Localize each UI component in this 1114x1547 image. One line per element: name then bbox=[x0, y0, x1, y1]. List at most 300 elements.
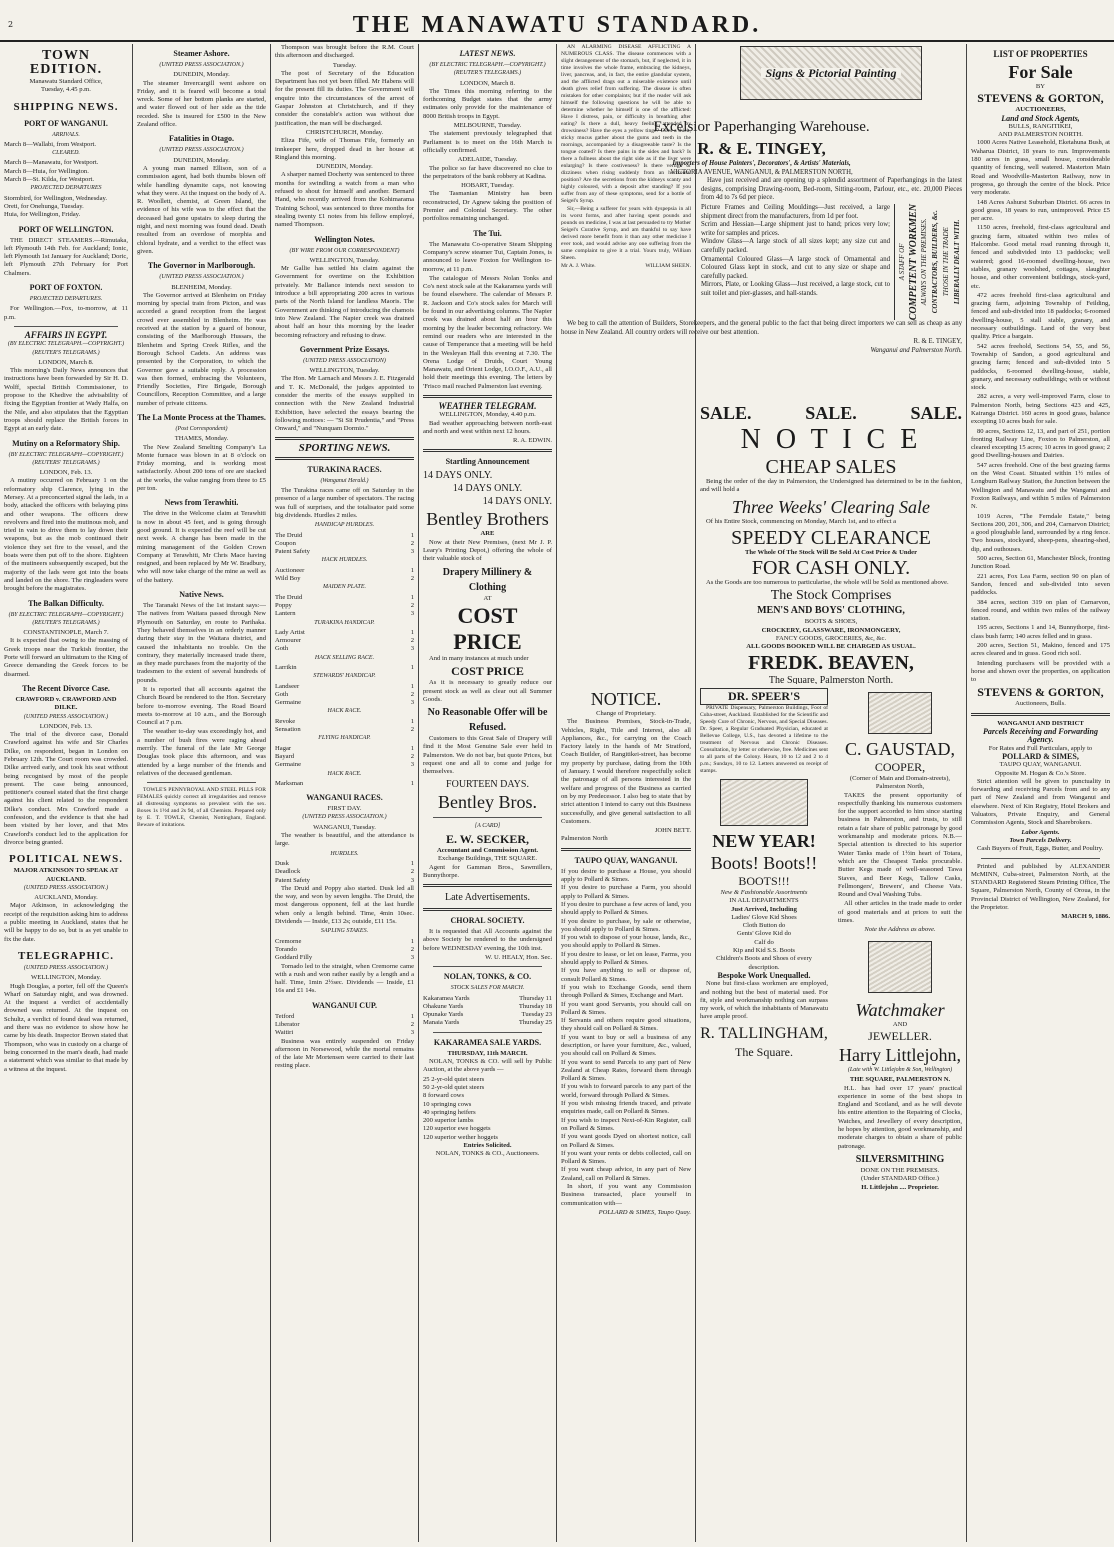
choral-text: It is requested that All Accounts against the above Society be rendered to the undersigned before WEDNESDAY evening, the 10th inst. bbox=[423, 928, 552, 952]
property-item: 148 Acres Ashurst Suburban District. 66 acres in good grass, 18 years to run, unimproved. Price £5 per acre. bbox=[971, 198, 1110, 223]
notice2-sub: Change of Proprietary. bbox=[596, 710, 656, 717]
stock-item: 120 superior wether hoggets bbox=[423, 1133, 498, 1141]
bentley-goods: Drapery Millinery & Clothing bbox=[442, 566, 533, 593]
ashore-heading: Steamer Ashore. bbox=[173, 49, 230, 58]
taupo-item: If you desire to purchase a House, you should apply to Pollard & Simes. bbox=[561, 867, 691, 884]
race-result: Lady Artist 1 bbox=[275, 628, 414, 636]
christchurch-text: Eliza Fife, wife of Thomas Fife, formerly an innkeeper here, dropped dead in her house at Ringland this morning. bbox=[275, 137, 414, 161]
fatalities-date: DUNEDIN, Monday. bbox=[173, 156, 230, 164]
hobart-text: The Tasmanian Ministry has been reconstructed, Dr Agnew taking the position of Premier and Colonial Secretary. The other portfolios remaining unchanged. bbox=[423, 190, 552, 223]
cleared-item: March 8—Huia, for Wellington. bbox=[4, 167, 89, 175]
stevens-sign-2: Auctioneers, Bulls. bbox=[1015, 700, 1066, 708]
column-8 bbox=[967, 44, 1114, 1542]
race-heading: STEWARDS' HANDICAP. bbox=[313, 673, 376, 680]
weather-date: WELLINGTON, Monday, 4.40 p.m. bbox=[439, 411, 536, 419]
lamonte-text: The New Zealand Smelting Company's La Monte furnace was blown in at 8 o'clock on Friday morning, and is working most satisfactorily. About 200 tons of ore are stacked at the works, the value ranging from three to £5 per ton. bbox=[137, 443, 266, 493]
tingey-text: Have just received and are opening up a splendid assortment of Paperhangings in the latest designs, comprising Drawing-room, Bed-room, Sitting-room, Parlour, etc., etc. 20,000 Pieces from 4d to 7s 6d per piece. bbox=[701, 177, 962, 202]
taupo-item: If you wish to dispose of your house, lands, &c., you should apply to Pollard & Simes. bbox=[561, 934, 691, 950]
projected-item: Huia, for Wellington, Friday. bbox=[4, 211, 81, 219]
taupo-item: If you wish to inspect Next-of-Kin Register, call on Pollard & Simes. bbox=[561, 1116, 691, 1132]
stock-item: 10 springing cows bbox=[423, 1100, 472, 1108]
sale-word: SALE. bbox=[910, 403, 962, 423]
race-heading: HACK RACE. bbox=[327, 708, 362, 715]
race-result: Landseer 1 bbox=[275, 682, 414, 690]
race-result: Lantern 3 bbox=[275, 610, 414, 618]
nolan-heading: NOLAN, TONKS, & CO. bbox=[443, 972, 532, 982]
cheap-sales: CHEAP SALES bbox=[765, 456, 897, 478]
tingey-item: Scrim and Hessian—Large shipment just to hand; prices very low; write for samples and prices. bbox=[701, 221, 890, 237]
dunedin-text: A sharper named Docherty was sentenced to three months for swindling a watch from a man who refused to shout for himself and another. Bernard Hand, who recently arrived from the Kohimarama Training School, was sentenced to three months for stealing twenty £1 notes from his fellow employé, named Thompson. bbox=[275, 171, 414, 229]
taupo-item: If you wish to Exchange Goods, send them through Pollard & Simes, Exchange and Mart. bbox=[561, 983, 691, 1000]
port-wanganui: PORT OF WANGANUI. bbox=[24, 118, 108, 128]
column-4 bbox=[419, 44, 556, 1542]
race-result: The Druid 1 bbox=[275, 531, 414, 539]
ashore-sub: (UNITED PRESS ASSOCIATION.) bbox=[159, 62, 244, 68]
race-result: Hagar 1 bbox=[275, 744, 414, 752]
melbourne-date: MELBOURNE, Tuesday. bbox=[453, 122, 522, 130]
race-result: Cremorne 1 bbox=[275, 937, 414, 945]
race-heading: HANDICAP HURDLES. bbox=[314, 522, 375, 529]
cleared-item: March 8—Manawatu, for Westport. bbox=[4, 159, 99, 167]
boot-item: Children's Boots and Shoes of every description. bbox=[716, 955, 812, 971]
lamonte-date: THAMES, Monday. bbox=[174, 435, 229, 443]
bentley-text-2: And in many instances at much under bbox=[429, 654, 529, 662]
port-foxton: PORT OF FOXTON. bbox=[29, 283, 103, 293]
race-result: Tetford 1 bbox=[275, 1012, 414, 1020]
beaven-name: FREDK. BEAVEN, bbox=[748, 651, 914, 674]
property-item: 1000 Acres Native Leasehold, Eketahuna Bush, at Waharua District, 18 years to run. Improvements 180 acres in grass, small house, considerable quantity of fencing, well watered. Masterton Main Road and Woodville-Masterton Railway, now in progress, go through the centre of the block. Price very moderate. bbox=[971, 139, 1110, 197]
divorce-sub: (UNITED PRESS ASSOCIATION.) bbox=[23, 713, 109, 720]
taupo-item: If you want to buy or sell a business of any description, or have your furniture, &c., valued, you should call on Pollard & Simes. bbox=[561, 1033, 691, 1058]
speer-text: PRIVATE Dispensary, Palmerston Buildings, Foot of Cuba-street, Auckland. Established for the Scientific and Speedy Cure of Chronic, Nervous, and Special Diseases. Dr. Speer, a Regular Graduated Physician, educated at Bellevue College, U.S., has devoted a lifetime to the treatment of Nervous and Chronic Diseases. Consultation, by letter or otherwise, free. Medicines sent to all parts of the Colony. Hours, 10 to 12 and 2 to 4 p.m.; Sundays, 10 to 12. Letters answered on receipt of stamps. bbox=[700, 705, 828, 774]
for-sale: For Sale bbox=[1008, 62, 1073, 82]
tingey-close: We beg to call the attention of Builders, Storekeepers, and the general public to the fact that being direct importers we can sell as cheap as any house in New Zealand. All country orders will receive our best attention. bbox=[561, 320, 962, 336]
native-text: The Taranaki News of the 1st instant says:—The natives from Waitara passed through New Plymouth on Saturday, en route to Parihaka. They behaved themselves in an orderly manner during their stay in the Waitara district, and caused the inhabitants no trouble. On the contrary, they materially increased trade there, as they made purchases from the majority of the tradesmen to the extent of several hundreds of pounds. bbox=[137, 602, 266, 684]
race-heading: HACK RACE. bbox=[327, 770, 362, 777]
property-item: 1019 Acres, "The Ferndale Estate," being Sections 200, 201, 306, and 204, Carnarvon District; a good ploughable land, surrounded by a ring fence. Two houses, stockyard, sheep-pens, shearing-shed, dip, and outhouses. bbox=[971, 512, 1110, 553]
balkan-date: CONSTANTINOPLE, March 7. bbox=[23, 629, 109, 637]
race-result: The Druid 1 bbox=[275, 593, 414, 601]
jeweller: JEWELLER. bbox=[868, 1028, 932, 1043]
wellington-notes-date: WELLINGTON, Tuesday. bbox=[309, 256, 380, 264]
littlejohn-text: H.L. has had over 17 years' practical experience in some of the best shops in England and Scotland, and as he will devote his entire attention to the Repairing of Clocks, Watches, and Jewellery of every description, he hopes by attention, good workmanship, and moderate charges to obtain a share of public patronage. bbox=[838, 1084, 962, 1150]
strict-text: Strict attention will be given to punctuality in forwarding and receiving Parcels from and to any part of New Zealand and from Wanganui and elsewhere. Next of Kin Registry, Hotel Brokers and Valuators, Private Enquiry, and General Commission Agents, Stock and Sharebrokers. bbox=[971, 777, 1110, 827]
tingey-name: R. & E. TINGEY, bbox=[697, 139, 826, 158]
mutiny-heading: Mutiny on a Reformatory Ship. bbox=[12, 438, 120, 448]
stock-item: 25 2-yr-old quiet steers bbox=[423, 1075, 485, 1083]
cash-buyers: Cash Buyers of Fruit, Eggs, Butter, and Poultry. bbox=[977, 845, 1104, 853]
taupo-item: If you desire to purchase a few acres of land, you should apply to Pollard & Simes. bbox=[561, 900, 691, 917]
new-fashion: New & Fashionable Assortments bbox=[720, 889, 808, 896]
kakaramea-date: THURSDAY, 11th MARCH. bbox=[447, 1049, 528, 1057]
arrivals-heading: ARRIVALS. bbox=[52, 131, 80, 138]
race-result: Revoke 1 bbox=[275, 717, 414, 725]
race-result: Coupon 2 bbox=[275, 539, 414, 547]
barrel-engraving bbox=[868, 692, 932, 734]
divorce-text: The trial of the divorce case, Donald Crawford against his wife and Sir Charles Dilke, on respondent, began in London on February 12th. The Court room was crowded. Dilke arrived early, and took his seat without being recognised by most of the people present. The case being announced, petitioner's counsel stated that the first charge against his client related to the respondent Dilke's conduct. Mrs Crawford made a confession, and the evidence is that she had been visited by her lover, and that Mrs Crawford's conduct led to the application for divorce being granted. bbox=[4, 731, 128, 846]
fourteen-days-3: 14 DAYS ONLY. bbox=[482, 496, 552, 508]
notice2-text: The Business Premises, Stock-in-Trade, Vehicles, Right, Title and Interest, also all Appliances, &c., for carrying on the Coach Factory lately in the hands of Mr Stratford, Coach Builder, of Rangitikei-street, has become my property by purchase, dating from the 10th of January. I would therefore respectfully solicit the patronage of all persons interested in the welfare and progress of the Business as carried on by my Predecessor. I also beg to state that by strict attention I intend to carry out this Business successfully, and give general satisfaction to all Customers. bbox=[561, 718, 691, 825]
boot-item: Gents' Glove Kid do bbox=[736, 930, 792, 938]
choral-heading: CHORAL SOCIETY. bbox=[450, 916, 525, 926]
race-heading: HACK HURDLES. bbox=[321, 557, 368, 564]
fourteen-days-1: 14 DAYS ONLY. bbox=[423, 470, 493, 482]
native-text-3: The weather to-day was exceedingly hot, and a number of bush fires were raging ahead merrily. The funeral of the late Mr George Douglas took place this afternoon, and was attended by a large number of the friends and relatives of the deceased gentleman. bbox=[137, 728, 266, 777]
littlejohn-proprietor: H. Littlejohn .... Proprietor. bbox=[861, 1183, 939, 1191]
stock-item: 8 forward cows bbox=[423, 1092, 465, 1100]
thompson-text: Thompson was brought before the R.M. Court this afternoon and discharged. bbox=[275, 44, 414, 60]
ashore-date: DUNEDIN, Monday. bbox=[173, 71, 230, 79]
bespoke-text: None but first-class workmen are employed, and nothing but the best of material used. For fit, style and workmanship nothing can surpass my work, of which the inhabitants of Manawatu have ample proof. bbox=[700, 980, 828, 1021]
wanganui-races-heading: WANGANUI RACES. bbox=[306, 793, 383, 803]
at-line: AT bbox=[483, 594, 492, 602]
sale-word: SALE. bbox=[805, 403, 857, 423]
stock-sale-row: Kakaramea Yards Thursday 11 bbox=[423, 994, 552, 1002]
governor-date: BLENHEIM, Monday. bbox=[171, 283, 232, 291]
bentley-text: Now at their New Premises, (next Mr J. P. Leary's Printing Depot,) offering the whole of their valuable stock of bbox=[423, 538, 552, 563]
pollard-name: POLLARD & SIMES, bbox=[1002, 751, 1079, 761]
christchurch-date: CHRISTCHURCH, Monday. bbox=[305, 128, 384, 136]
card-label: [A CARD] bbox=[474, 822, 501, 829]
notice2-heading: NOTICE. bbox=[590, 689, 662, 709]
latest-text: The Times this morning referring to the forthcoming Budget states that the army estimates only provide for the maintenance of 8000 British troops in Egypt. bbox=[423, 87, 552, 120]
startling-heading: Startling Announcement bbox=[445, 457, 530, 467]
three-weeks: Three Weeks' Clearing Sale bbox=[732, 496, 930, 517]
fatalities-heading: Fatalities in Otago. bbox=[168, 134, 235, 144]
turakina-text: The Turakina races came off on Saturday in the presence of a large number of spectators. The racing was full of surprises, and the totalisator paid some big dividends. Hurdles 2 miles. bbox=[275, 487, 414, 519]
prize-date: WELLINGTON, Tuesday. bbox=[309, 367, 380, 375]
taupo-close: In short, if you want any Commission Business transacted, place yourself in communication with— bbox=[561, 1183, 691, 1207]
taupo-item: If you want good Servants, you should call on Pollard & Simes. bbox=[561, 1000, 691, 1016]
race-result: Wild Boy 2 bbox=[275, 575, 414, 583]
taupo-sign: POLLARD & SIMES, Taupo Quay. bbox=[598, 1208, 691, 1216]
stock-sale-row: Opunake Yards Tuesday 23 bbox=[423, 1011, 552, 1019]
race-result: Goth 3 bbox=[275, 645, 414, 653]
cheap-text: Being the order of the day in Palmerston, the Undersigned has determined to be in the fashion, and will hold a bbox=[700, 478, 962, 494]
balkan-text: It is expected that owing to the massing of Greek troops near the Turkish frontier, the Porte will forward an ultimatum to the King of Greece demanding the Greek forces to be disarmed. bbox=[4, 637, 128, 678]
secker-text: Agent for Gamman Bros., Sawmillers, Bunnythorpe. bbox=[423, 863, 552, 879]
race-result: Bayard 2 bbox=[275, 752, 414, 760]
lamonte-heading: The La Monte Process at the Thames. bbox=[137, 412, 266, 422]
speer-heading: DR. SPEER'S bbox=[700, 688, 828, 705]
terawhiti-heading: News from Terawhiti. bbox=[164, 498, 239, 508]
cooper-title: COOPER, bbox=[874, 760, 926, 774]
ashore-text: The steamer Invercargill went ashore on Friday, and it is feared will become a total wreck. Some of her bottom planks are started, and water flowed out of her side as the tide receded. She is insured for £500 in the New Zealand office. bbox=[137, 79, 266, 129]
adelaide-text: The police so far have discovered no clue to the perpetrators of the bank robbery at Kadina. bbox=[423, 164, 552, 180]
cup-heading: WANGANUI CUP. bbox=[311, 1000, 378, 1010]
mens-clothing: MEN'S AND BOYS' CLOTHING, bbox=[757, 605, 905, 617]
tingey-title: Importers of House Painters', Decorators', & Artists' Materials, bbox=[672, 160, 851, 167]
race-result: Auctioneer 1 bbox=[275, 566, 414, 574]
notice-heading: N O T I C E bbox=[740, 424, 922, 455]
stock-item: 120 superior ewe hoggets bbox=[423, 1125, 491, 1133]
tingey-item: Mirrors, Plate, or Looking Glass—Just received, a large stock, cut to suit toilet and pier-glasses, and hall-stands. bbox=[701, 281, 890, 297]
boot-item: Kip and Kid S.S. Boots bbox=[733, 947, 795, 955]
property-item: 547 acres freehold. One of the best grazing farms on the West Coast. Situated within 1½ miles of Longburn Railway Station, the Junction between the Wellington and Manawatu and the Wanganui and Foxton Railways, and within 5 miles of Palmerston N. bbox=[971, 461, 1110, 511]
kakaramea-text: NOLAN, TONKS & CO. will sell by Public Auction, at the above yards — bbox=[423, 1058, 552, 1074]
warehouse-heading: Excelsior Paperhanging Warehouse. bbox=[653, 119, 870, 135]
property-item: 282 acres, a very well-improved Farm, close to Palmerston North, being Sections 423 and 425, Kairanga District. 160 acres in good grass, balance excepting 10 acres bush for sale. bbox=[971, 393, 1110, 426]
tingey-item: Window Glass—A large stock of all sizes kept; any size cut and carefully packed. bbox=[701, 238, 890, 254]
auctioneers: AUCTIONEERS, bbox=[1015, 106, 1066, 114]
column-3 bbox=[271, 44, 418, 1542]
gaustad-text: TAKES the present opportunity of respectfully thanking his numerous customers for the support accorded to him since starting business in Palmerston, and trusts, to still retain a fair share of public patronage by good workmanship and moderate prices. N.B.—Special attention is directed to his superior Water Tanks made of 1½in heart of Totara, which are the Cheapest Tanks procurable. Butter Kegs made of well-seasoned Tawa Staves, and Beer Kegs, Tallow Casks, Fellmongers', Brewers', and Cheese Vats. Round and Oval Washing Tubs. bbox=[838, 791, 962, 899]
balkan-sub: (BY ELECTRIC TELEGRAPH—COPYRIGHT.) (REUTER'S TELEGRAMS.) bbox=[8, 611, 124, 626]
telegraphic-sub: (UNITED PRESS ASSOCIATION.) bbox=[23, 964, 109, 971]
all-departments: IN ALL DEPARTMENTS bbox=[729, 897, 799, 905]
balkan-heading: The Balkan Difficulty. bbox=[28, 598, 104, 608]
alarming-disease-text: AN ALARMING DISEASE AFFLICTING A NUMEROUS CLASS. The disease commences with a slight derangement of the stomach, but, if neglected, it in time involves the whole frame, embracing the kidneys, liver, pancreas, and, in fact, the entire glandular system, and the afflicted drags out a miserable existence until death gives relief from suffering. The disease is often mistaken for other complaints; but if the reader will ask himself the following questions he will be able to determine whether he himself is one of the afflicted: Have I distress, pain, or difficulty in breathing after eating? Is there a dull, heavy feeling, attended by drowsiness? Have the eyes a yellow tinge? Does a thick, sticky mucus gather about the gums and teeth in the mornings, accompanied by a disagreeable taste? Is the tongue coated? Is there pains in the sides and back? Is there a fullness about the right side as if the liver were enlarging? Is there costiveness? Is there vertigo or dizziness when rising suddenly from an horizontal position? Are the secretions from the kidneys scanty and highly coloured, with a deposit after standing? If you suffer from any of these symptoms, send for a bottle of Seigel's Syrup. bbox=[561, 44, 691, 204]
whole-stock: The Whole Of The Stock Will Be Sold At Cost Price & Under bbox=[744, 548, 918, 556]
parcels-heading: Parcels Receiving and Forwarding Agency. bbox=[983, 727, 1098, 745]
column-7-lower bbox=[834, 688, 966, 1542]
wellington-notes-text: Mr Gallie has settled his claim against the Government for overtime on the Exhibition privately. Mr Ballance intends next session to introduce a bill appropriating 200 acres in various parts of the North Island for landless Maoris. The Government are thinking of introducing the chamois into New Zealand. The Napier creek was drained about half an hour this morning by the leader becoming refractory and refusing to draw. bbox=[275, 265, 414, 339]
silversmithing: SILVERSMITHING bbox=[855, 1153, 945, 1165]
speedy-clearance: SPEEDY CLEARANCE bbox=[731, 526, 931, 549]
boots-word: BOOTS!!! bbox=[738, 874, 790, 888]
prize-sub: (UNITED PRESS ASSOCIATION) bbox=[303, 357, 386, 364]
native-heading: Native News. bbox=[179, 590, 224, 600]
weather-sign: R. A. EDWIN. bbox=[512, 437, 552, 445]
list-heading: LIST OF PROPERTIES bbox=[993, 49, 1088, 59]
turakina-sub: (Wanganui Herald.) bbox=[320, 477, 369, 484]
terawhiti-text: The drive in the Welcome claim at Terawhiti is now in about 45 feet, and is going through good ground. It is expected the reef will be cut next week. A change has been made in the mining management of the Golden Crown Company at Terawhiti, Mr Chris Mace having resigned, and been replaced by Mr W. Bradbury, who will now take charge of the mine as well as of the battery. bbox=[137, 510, 266, 584]
office-time: Tuesday, 4.45 p.m. bbox=[41, 86, 91, 94]
imprint-date: MARCH 9, 1886. bbox=[1061, 913, 1110, 921]
littlejohn-late: (Late with W. Littlejohn & Son, Wellington) bbox=[847, 1066, 953, 1073]
tingey-address: VICTORIA AVENUE, WANGANUI, & PALMERSTON NORTH, bbox=[670, 168, 853, 176]
cost-price-2: COST PRICE bbox=[451, 664, 524, 679]
race-heading: HACK SELLING RACE. bbox=[314, 654, 375, 661]
race-result: Sensation 2 bbox=[275, 726, 414, 734]
native-text-2: It is reported that all accounts against the Church Board be rendered to the Hon. Secretary before to-morrow evening. The Road Board meets to-morrow at 10 a.m., and the Borough Council at 7 p.m. bbox=[137, 686, 266, 727]
gaustad-name: C. GAUSTAD, bbox=[844, 739, 956, 759]
bentley-text-3: As it is necessary to greatly reduce our present stock as well as clear out all Summer Goods. bbox=[423, 679, 552, 703]
beaven-address: The Square, Palmerston North. bbox=[768, 674, 894, 684]
egypt-date: LONDON, March 8. bbox=[38, 358, 94, 366]
littlejohn-name: Harry Littlejohn, bbox=[839, 1044, 961, 1065]
comprises: The Stock Comprises bbox=[770, 588, 892, 604]
wellington-notes-heading: Wellington Notes. bbox=[314, 234, 375, 244]
stock-item: 40 springing heifers bbox=[423, 1108, 476, 1116]
mutiny-text: A mutiny occurred on February 1 on the reformatory ship Clarence, lying in the Mersey. At a preconcerted signal the lads, in a body, attacked the officers with belaying pins and other weapons. The officers drew revolvers and fired into the mutinous mob, and tried in vain to drive them to lay down their weapons, but as the mob continued their violence they set fire to the vessel, and the boats were then put off to the shore. Eighteen of the mutineers subsequently escaped, but the majority of the lads were got into the boats and landed on the shore. The ringleaders were brought before the magistrates. bbox=[4, 477, 128, 593]
race-result: Germaine 3 bbox=[275, 699, 414, 707]
newspaper-title: THE MANAWATU STANDARD. bbox=[352, 12, 762, 38]
projected-item: Oreti, for Onehunga, Tuesday. bbox=[4, 202, 84, 210]
race-result: Armourer 2 bbox=[275, 637, 414, 645]
weather-heading: WEATHER TELEGRAM. bbox=[438, 400, 537, 411]
just-arrived: Just Arrived, Including bbox=[731, 905, 797, 913]
masthead bbox=[0, 6, 1114, 42]
labor-agents: Labor Agents. bbox=[1021, 828, 1060, 836]
arrival-item: March 8—Wallabi, from Westport. bbox=[4, 140, 97, 148]
by-line: BY bbox=[1035, 83, 1046, 90]
tingey-item: Picture Frames and Ceiling Mouldings—Just received, a large shipment direct from the manufacturers, from 1d per foot. bbox=[701, 203, 890, 220]
all-goods: ALL GOODS BOOKED WILL BE CHARGED AS USUAL. bbox=[746, 643, 916, 651]
tallingham-address: The Square. bbox=[735, 1044, 793, 1059]
melbourne-text: The statement previously telegraphed that Parliament is to meet on the 16th March is officially confirmed. bbox=[423, 130, 552, 154]
property-item: 221 acres, Fox Lea Farm, section 90 on plan of Sandon, fenced and sub-divided into seven paddocks. bbox=[971, 572, 1110, 597]
nolan-sign: NOLAN, TONKS & CO., Auctioneers. bbox=[435, 1150, 540, 1158]
boot-item: Cloth Button do bbox=[742, 922, 786, 930]
port-wellington: PORT OF WELLINGTON. bbox=[18, 224, 114, 234]
fatalities-text: A young man named Ellison, son of a commission agent, had both thumbs blown off while handling dynamite caps, not knowing what they were. At the inquest on the body of A. R. Woollett, chemist, at Green Island, the evidence of his wife was to the effect that the deceased had gone upstairs to sleep during the night, and next morning was found dead. Death resulted from an overdose of morphia and chloral hydrate, and a verdict to the effect was given. bbox=[137, 164, 266, 255]
nolan-sub: STOCK SALES FOR MARCH. bbox=[450, 985, 525, 992]
bulls: BULLS, RANGITIKEI, bbox=[1008, 122, 1073, 130]
taupo-item: If you want goods Dyed on shortest notice, call on Pollard & Simes. bbox=[561, 1133, 691, 1149]
testimonial-sign-2: WILLIAM SHEEN. bbox=[645, 263, 691, 269]
property-item: 500 acres, Section 61, Manchester Block, fronting Junction Road. bbox=[971, 555, 1110, 571]
foxton-projected: PROJECTED DEPARTURES. bbox=[29, 296, 103, 303]
pollard-address: TAUPO QUAY, WANGANUI. bbox=[999, 761, 1082, 769]
pollard-opposite: Opposite M. Hogan & Co.'s Store. bbox=[995, 769, 1086, 777]
testimonial-sign-1: Mr A. J. White. bbox=[561, 263, 596, 269]
race-heading: TURAKINA HANDICAP. bbox=[314, 619, 375, 626]
governor-text: The Governor arrived at Blenheim on Friday morning by special train from Picton, and was accorded a grand reception from the largest crowd ever assembled in Blenheim. He was received at the station by a guard of honour, consisting of the Marlborough Hussars, the Blenheim and Spring Creek Rifles, and the Borough School Cadets. An address was presented by the Corporation, to which the Governor gave a suitable reply. A procession was then formed, embracing the Volunteers, Friendly Societies, Fire Brigade, Borough Councillors, Reception Committee, and a large number of private citizens. bbox=[137, 291, 266, 407]
tui-heading: The Tui. bbox=[473, 228, 502, 238]
race-heading: MAIDEN PLATE. bbox=[322, 584, 367, 591]
wellington-notes-sub: (BY WIRE FROM OUR CORRESPONDENT) bbox=[289, 247, 400, 254]
tingey-item: Ornamental Coloured Glass—A large stock of Ornamental and Coloured Glass kept in stock, and cut to any size or shape and carefully packed. bbox=[701, 255, 890, 280]
hobart-date: HOBART, Tuesday. bbox=[461, 182, 514, 190]
under-standard: (Under STANDARD Office.) bbox=[861, 1175, 939, 1183]
atkinson-heading: MAJOR ATKINSON TO SPEAK AT AUCKLAND. bbox=[13, 867, 119, 883]
latest-date: LONDON, March 8. bbox=[460, 79, 515, 87]
race-result: Patent Safety 3 bbox=[275, 548, 414, 556]
telegraphic-date: WELLINGTON, Monday. bbox=[31, 974, 101, 982]
fourteen-days-2: 14 DAYS ONLY. bbox=[452, 483, 523, 495]
pills-advert: TOWLE'S PENNYROYAL AND STEEL PILLS FOR FEMALES quickly correct all irregularities and remove all distressing symptoms so prevalent with the sex. Boxes 1s 1½d and 2s 9d, of all Chemists. Prepared only by E. T. TOWLE, Chemist, Nottingham, England. Beware of imitations. bbox=[137, 787, 266, 829]
and-line: AND bbox=[892, 1020, 908, 1028]
race-result: Patent Safety 3 bbox=[275, 876, 414, 884]
first-day: FIRST DAY. bbox=[327, 805, 362, 813]
fancy-goods: FANCY GOODS, GROCERIES, &c, &c. bbox=[775, 635, 887, 643]
mutiny-date: LONDON, Feb. 13. bbox=[39, 469, 93, 477]
fatalities-sub: (UNITED PRESS ASSOCIATION.) bbox=[159, 147, 244, 154]
political-heading: POLITICAL NEWS. bbox=[8, 853, 124, 866]
property-item: 384 acres, section 319 on plan of Carnarvon, fenced round, and within two miles of the railway station. bbox=[971, 598, 1110, 623]
governor-sub: (UNITED PRESS ASSOCIATION.) bbox=[159, 274, 244, 281]
bespoke: Bespoke Work Unequalled. bbox=[717, 970, 811, 980]
atkinson-text: Major Atkinson, in acknowledging the receipt of the requisition asking him to address a public meeting in Auckland, states that he will be happy to do so, but is as yet unable to fix the date. bbox=[4, 902, 128, 943]
bentley-bros: Bentley Bros. bbox=[438, 791, 537, 812]
atkinson-date: AUCKLAND, Monday. bbox=[34, 894, 98, 902]
prize-text: The Hon. Mr Larnach and Messrs J. E. Fitzgerald and T. K. McDonald, the judges appointed to consider the merits of the essays supplied in connection with the New Zealand Industrial Exhibition, have selected the essays bearing the following mottoes: — "Si Sit Prudentia," and "Press Onward," and "Nunquam Dormio." bbox=[275, 375, 414, 433]
stock-sale-row: Ohakune Yards Thursday 18 bbox=[423, 1002, 552, 1010]
late-ads: Late Advertisements. bbox=[445, 892, 530, 904]
race-heading: SAPLING STAKES. bbox=[320, 928, 369, 935]
adelaide-date: ADELAIDE, Tuesday. bbox=[457, 156, 518, 164]
gaustad-address: (Corner of Main and Domain-streets), Palmerston North, bbox=[849, 775, 951, 791]
tingey-body: Excelsior Paperhanging Warehouse. R. & E. TINGEY, Importers of House Painters', Decorators', & Artists' Materials, VICTORIA AVENUE, WANGANUI, & PALMERSTON NORTH, Have just received and are opening up a splendid assortment of Paperhangings in the latest designs, comprising Drawing-room, Bed-room, Sitting-room, Parlour, etc., etc. 20,000 Pieces from 4d to 7s 6d per piece. Picture Frames and Ceiling Mouldings—Just received, a large shipment direct from the manufacturers, from 1d per foot. Scrim and Hessian—Large shipment just to hand; prices very low; write for samples and prices. Window Glass—A large stock of all sizes kept; any size cut and carefully packed. Ornamental Coloured Glass—A large stock of Ornamental and Coloured Glass kept in stock, and cut to any size or shape and carefully packed. Mirrors, Plate, or Looking Glass—Just received, a large stock, cut to suit toilet and pier-glasses, and hall-stands. A STAFF OF COMPETENT WORKMEN ALWAYS ON THE PREMISES. CONTRACTORS, BUILDERS, &c. THOSE IN THE TRADE LIBERALLY DEALT WITH. We beg to call the attention of Builders, Storekeepers, and the general public to the fact that being direct importers we can sell as cheap as any house in New Zealand. All country orders will receive our best attention. R. & E. TINGEY, Wanganui and Palmerston North. bbox=[557, 116, 966, 396]
tuesday-line: Tuesday. bbox=[332, 61, 357, 69]
race-result: Germaine 3 bbox=[275, 761, 414, 769]
race-result: Dusk 1 bbox=[275, 859, 414, 867]
stevens-sign: STEVENS & GORTON, bbox=[977, 685, 1104, 700]
turakina-heading: TURAKINA RACES. bbox=[307, 464, 382, 474]
entries-line: Entries Solicited. bbox=[463, 1142, 512, 1150]
prize-heading: Government Prize Essays. bbox=[299, 344, 390, 354]
projected-item: Stormbird, for Wellington, Wednesday. bbox=[4, 194, 108, 202]
hurdles-text: The Druid and Poppy also started. Dusk led all the way, and won by seven lengths. The Druid, the most dangerous opponent, fell at the last hurdle when only a length behind. Time, 4min 10sec. Dividends — Inside, £13 2s; outside, £11 15s. bbox=[275, 884, 414, 926]
palmerston: AND PALMERSTON NORTH. bbox=[998, 131, 1083, 139]
race-result: Goddard Filly 3 bbox=[275, 954, 414, 962]
tingey-sign: R. & E. TINGEY, bbox=[913, 338, 962, 346]
beaven-advert bbox=[696, 402, 966, 684]
taupo-item: If you want cheap advice, in any part of New Zealand, call on Pollard & Simes. bbox=[561, 1166, 691, 1182]
weather-text: Bad weather approaching between north-east and north and west within next 12 hours. bbox=[423, 419, 552, 435]
taupo-item: If Servants and others require good situations, they should call on Pollard & Simes. bbox=[561, 1017, 691, 1033]
race-result: Goth 2 bbox=[275, 690, 414, 698]
testimonial-text: Sir,—Being a sufferer for years with dyspepsia in all its worst forms, and after having spent pounds and pounds on medicine, I was at last persuaded to try Mother Seigel's Curative Syrup, and am thankful to say have derived more benefit from it than any other medicine I ever took, and would advise any one suffering from the same complaint to give it a trial. Yours truly, William Sheen. bbox=[561, 206, 691, 261]
taupo-heading: TAUPO QUAY, WANGANUI. bbox=[574, 855, 678, 865]
taupo-item: If you desire to lease, or let on lease, Farms, you should apply to Pollard & Simes. bbox=[561, 950, 691, 967]
cost-price: COST PRICE bbox=[453, 602, 522, 654]
boot-engraving bbox=[720, 779, 808, 826]
lamonte-sub: (Post Correspondent) bbox=[175, 425, 228, 432]
notice2-sign: JOHN BETT. bbox=[654, 827, 691, 835]
race-result: Poppy 2 bbox=[275, 601, 414, 609]
taupo-item: If you want your rents or debts collected, call on Pollard & Simes. bbox=[561, 1149, 691, 1166]
telegraphic-text: Hugh Douglas, a porter, fell off the Queen's Wharf on Saturday night, and was drowned. At the inquest a verdict of accidentally drowned was returned. At the inquest on Schultz, a verdict of found dead was returned, and there was no evidence to show how he came by his death. Inspector Brown stated that Thompson, who was in custody on a charge of being concerned in the man's death, had made a statement which was similar to that made by a witness at the inquest. bbox=[4, 982, 128, 1073]
premises: DONE ON THE PREMISES. bbox=[860, 1166, 940, 1174]
telegraphic-heading: TELEGRAPHIC. bbox=[17, 949, 115, 962]
first-day-sub: (UNITED PRESS ASSOCIATION.) bbox=[302, 814, 387, 821]
property-item: 80 acres, Sections 12, 13, and part of 251, portion fronting Railway Line, Foxton to Palmerston, all cleared excepting 15 acres; 10 acres in good grass; 2 good Dwelling-houses and Dairies. bbox=[971, 427, 1110, 460]
kakaramea-heading: KAKARAMEA SALE YARDS. bbox=[433, 1037, 542, 1047]
stock-item: 200 superior lambs bbox=[423, 1117, 474, 1125]
bentley-heading: Bentley Brothers bbox=[426, 509, 549, 530]
bentley-text-4: Customers to this Great Sale of Drapery will find it the Most Genuine Sale ever held in Palmerston. We do not bar, but quote Prices, but request one and all to come and judge for themselves. bbox=[423, 735, 552, 776]
race-result: Liberator 2 bbox=[275, 1020, 414, 1028]
edition-title: TOWN EDITION. bbox=[29, 48, 103, 77]
atkinson-sub: (UNITED PRESS ASSOCIATION.) bbox=[23, 884, 109, 891]
land-stock: Land and Stock Agents, bbox=[1001, 113, 1080, 123]
boot-item: Ladies' Glove Kid Shoes bbox=[731, 913, 797, 921]
tallingham-name: R. TALLINGHAM, bbox=[700, 1024, 828, 1042]
new-year: NEW YEAR! bbox=[712, 831, 816, 851]
stock-item: 50 2-yr-old quiet steers bbox=[423, 1083, 485, 1091]
gaustad-note: Note the Address as above. bbox=[864, 926, 936, 934]
fourteen-days: FOURTEEN DAYS. bbox=[446, 778, 529, 790]
taupo-item: If you wish missing friends traced, and private enquiries made, call on Pollard & Simes. bbox=[561, 1100, 691, 1116]
secker-name: E. W. SECKER, bbox=[445, 831, 530, 846]
race-heading: FLYING HANDICAP. bbox=[318, 735, 371, 742]
taupo-item: If you have anything to sell or dispose of, consult Pollard & Simes. bbox=[561, 967, 691, 983]
three-text: Of his Entire Stock, commencing on Monday, March 1st, and to effect a bbox=[706, 517, 897, 525]
first-day-text: The weather is beautiful, and the attendance is large. bbox=[275, 832, 414, 848]
education-text: The post of Secretary of the Education Department has not yet been filled. Mr Habens will for the present fill its duties. The Government will enquire into the circumstances of the arrest of Gaspar Johnston at Christchurch, and if they consider the constable's action was without due justification, the man will be discharged. bbox=[275, 69, 414, 127]
column-6-lower bbox=[696, 688, 832, 1542]
latest-sub: (BY ELECTRIC TELEGRAPH.—COPYRIGHT.) (REUTER'S TELEGRAMS.) bbox=[429, 62, 546, 77]
goods-text: As the Goods are too numerous to particularise, the whole will be Sold as mentioned above. bbox=[706, 579, 949, 587]
secker-title: Accountant and Commission Agent. bbox=[436, 846, 539, 854]
imprint: Printed and published by ALEXANDER McMINN, Cuba-street, Palmerston North, at the STANDARD Registered Steam Printing Office, The Square, Palmerston North, County of Oroua, in the Provincial District of Wellington, New Zealand, for the Proprietor. bbox=[971, 862, 1110, 912]
taupo-item: If you want to send Parcels to any part of New Zealand at Cheap Rates, forward them through Pollard & Simes. bbox=[561, 1058, 691, 1083]
choral-sign: W. U. HEALY, Hon. Sec. bbox=[485, 954, 552, 961]
divorce-date: LONDON, Feb. 13. bbox=[39, 722, 93, 730]
tui-text: The Manawatu Co-operative Steam Shipping Company's screw steamer Tui, Captain Jones, is announced to leave Foxton for Wellington to-morrow, at 11 p.m. bbox=[423, 240, 552, 273]
page-number: 2 bbox=[8, 20, 14, 29]
wellington-text: THE DIRECT STEAMERS.—Rimutaka, left Plymouth 14th Feb. for Auckland; Ionic, left Plymouth 1st January for Auckland; Doric, left Plymouth 27th February for Port Chalmers. bbox=[4, 236, 128, 277]
clock-engraving bbox=[868, 941, 932, 993]
divorce-title: CRAWFORD v. CRAWFORD AND DILKE. bbox=[15, 695, 117, 712]
property-item: 472 acres freehold first-class agricultural and grazing farm, adjoining Township of Feilding, fenced and sub-divided into 18 paddocks; 6-roomed dwelling-house, 5 stall stable, granary, and necessary outbuildings. Land of the very best quality. Price a bargain. bbox=[971, 291, 1110, 341]
sapling-text: Tornado led to the straight, when Cremorne came with a rush and won rather easily by a length and a half. Time, 1min 2½sec. Dividends — Inside, £1 16s and £1 14s. bbox=[275, 962, 414, 995]
mutiny-sub: (BY ELECTRIC TELEGRAPH—COPYRIGHT.) (REUTERS' TELEGRAMS.) bbox=[8, 451, 124, 466]
cleared-item: March 8—St. Kilda, for Westport. bbox=[4, 176, 94, 184]
column-2 bbox=[133, 44, 270, 1542]
